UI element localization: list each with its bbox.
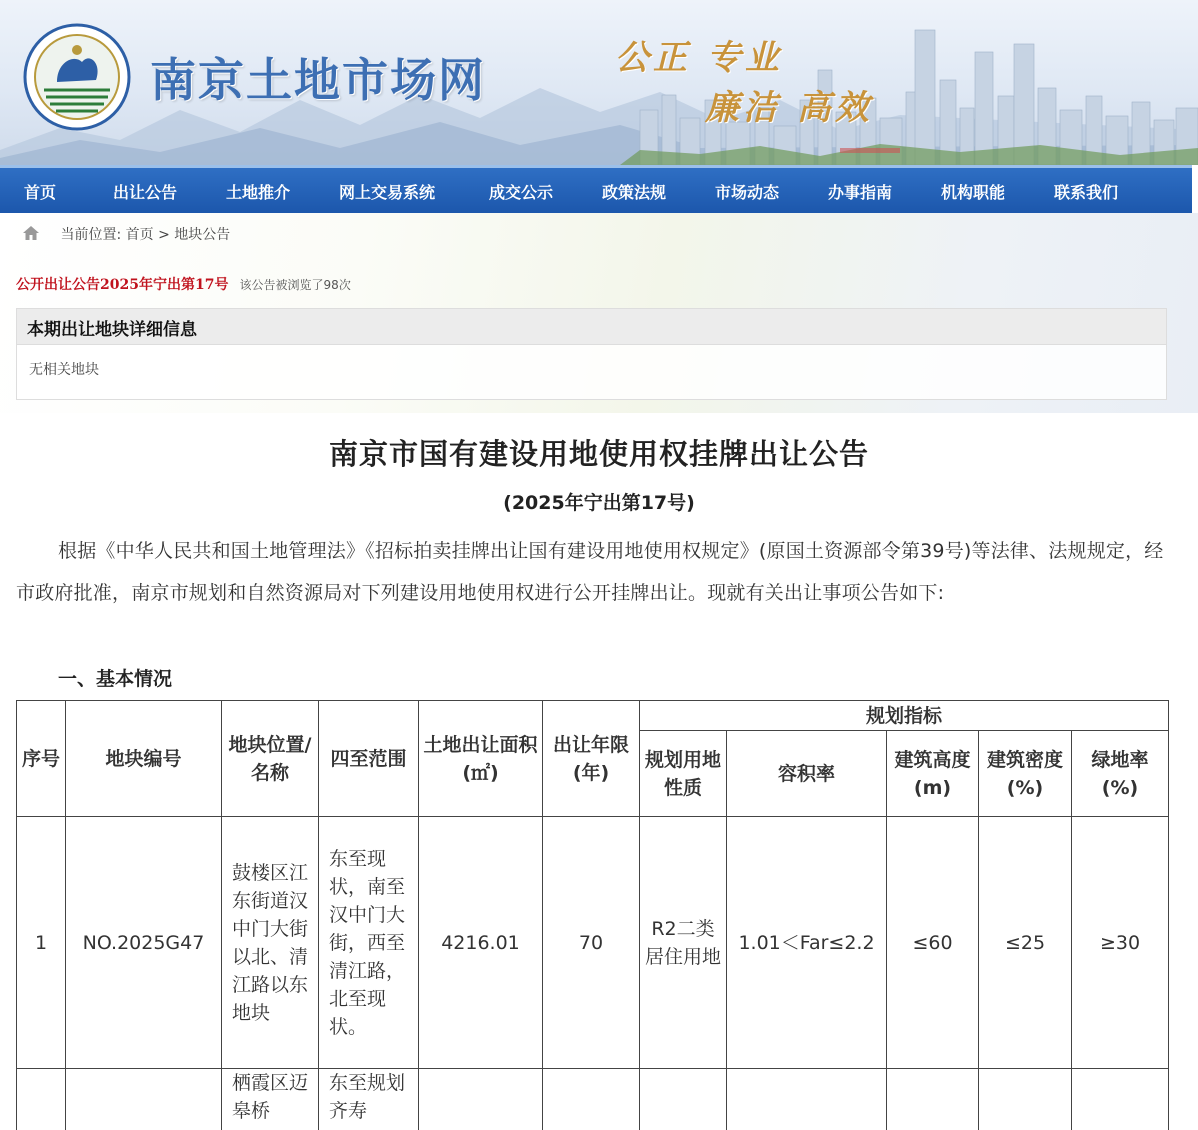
col-header-parcel-no: 地块编号 <box>66 701 222 817</box>
cell-land-use: R2二类居住用地 <box>640 817 727 1069</box>
col-header-boundary: 四至范围 <box>319 701 419 817</box>
col-header-seq: 序号 <box>17 701 66 817</box>
cell-density <box>979 1069 1072 1130</box>
nav-item-deal-publicity[interactable]: 成交公示 <box>489 183 554 202</box>
nav-item-agency-functions[interactable]: 机构职能 <box>941 183 1006 202</box>
land-bureau-logo <box>22 22 132 132</box>
cell-green-ratio <box>1072 1069 1169 1130</box>
article-paragraph: 根据《中华人民共和国土地管理法》《招标拍卖挂牌出让国有建设用地使用权规定》(原国土资源部令第39号)等法律、法规规定，经市政府批准，南京市规划和自然资源局对下列建设用地使用权进行公开挂牌出让。现就有关出让事项公告如下: <box>16 540 1164 604</box>
nav-item-market-news[interactable]: 市场动态 <box>715 183 780 202</box>
article-title: 南京市国有建设用地使用权挂牌出让公告 <box>328 437 869 471</box>
cell-term <box>543 1069 640 1130</box>
parcel-detail-box <box>16 308 1167 400</box>
notice-view-count: 该公告被浏览了98次 <box>239 278 351 292</box>
site-title: 南京土地市场网 <box>150 53 486 107</box>
breadcrumb <box>22 224 230 244</box>
cell-land-use <box>640 1069 727 1130</box>
nav-item-online-trading[interactable]: 网上交易系统 <box>339 183 436 202</box>
breadcrumb-prefix: 当前位置: <box>60 227 122 243</box>
table-row <box>17 817 1169 1069</box>
table-row <box>17 1069 1169 1130</box>
col-header-height: 建筑高度(m) <box>887 731 979 817</box>
land-parcel-table <box>16 700 1169 1130</box>
nav-item-transfer-notices[interactable]: 出让公告 <box>113 183 178 202</box>
parcel-detail-heading: 本期出让地块详细信息 <box>17 309 1166 345</box>
cell-height <box>887 1069 979 1130</box>
nav-item-policies[interactable]: 政策法规 <box>602 183 667 202</box>
col-header-land-use: 规划用地性质 <box>640 731 727 817</box>
nav-item-home[interactable]: 首页 <box>24 183 57 202</box>
cell-boundary: 东至现状，南至汉中门大街，西至清江路，北至现状。 <box>319 817 419 1069</box>
col-header-planning-indicators: 规划指标 <box>640 701 1169 731</box>
col-header-location: 地块位置/名称 <box>222 701 319 817</box>
cell-far <box>727 1069 887 1130</box>
notice-title: 公开出让公告2025年宁出第17号 <box>16 277 229 293</box>
breadcrumb-home-link[interactable]: 首页 <box>125 227 154 243</box>
cell-location: 鼓楼区江东街道汉中门大街以北、清江路以东地块 <box>222 817 319 1069</box>
col-header-green-ratio: 绿地率(%) <box>1072 731 1169 817</box>
cell-green-ratio: ≥30 <box>1072 817 1169 1069</box>
home-icon <box>22 225 40 241</box>
col-header-density: 建筑密度(%) <box>979 731 1072 817</box>
cell-height: ≤60 <box>887 817 979 1069</box>
breadcrumb-separator: > <box>158 227 170 243</box>
cell-location: 栖霞区迈皋桥 <box>222 1069 319 1130</box>
cell-parcel-no: NO.2025G47 <box>66 817 222 1069</box>
col-header-far: 容积率 <box>727 731 887 817</box>
nav-item-contact-us[interactable]: 联系我们 <box>1054 183 1119 202</box>
cell-far: 1.01＜Far≤2.2 <box>727 817 887 1069</box>
nav-item-land-promotion[interactable]: 土地推介 <box>226 183 291 202</box>
col-header-term: 出让年限(年) <box>543 701 640 817</box>
cell-area <box>419 1069 543 1130</box>
cell-seq <box>17 1069 66 1130</box>
breadcrumb-current-link[interactable]: 地块公告 <box>174 227 231 243</box>
notice-line <box>16 274 351 294</box>
cell-area: 4216.01 <box>419 817 543 1069</box>
cell-density: ≤25 <box>979 817 1072 1069</box>
site-banner <box>0 0 1198 165</box>
cell-term: 70 <box>543 817 640 1069</box>
article-subtitle: (2025年宁出第17号) <box>503 492 695 514</box>
slogan-line-2: 廉洁 高效 <box>705 88 873 128</box>
col-header-area: 土地出让面积(㎡) <box>419 701 543 817</box>
table-header-row <box>17 701 1169 731</box>
slogan-line-1: 公正 专业 <box>615 38 783 78</box>
cell-boundary: 东至规划齐寿 <box>319 1069 419 1130</box>
nav-item-service-guide[interactable]: 办事指南 <box>828 183 893 202</box>
cell-seq: 1 <box>17 817 66 1069</box>
section-heading-basic-info: 一、基本情况 <box>58 668 173 690</box>
cell-parcel-no <box>66 1069 222 1130</box>
main-nav <box>0 165 1192 213</box>
parcel-detail-body: 无相关地块 <box>29 362 99 378</box>
